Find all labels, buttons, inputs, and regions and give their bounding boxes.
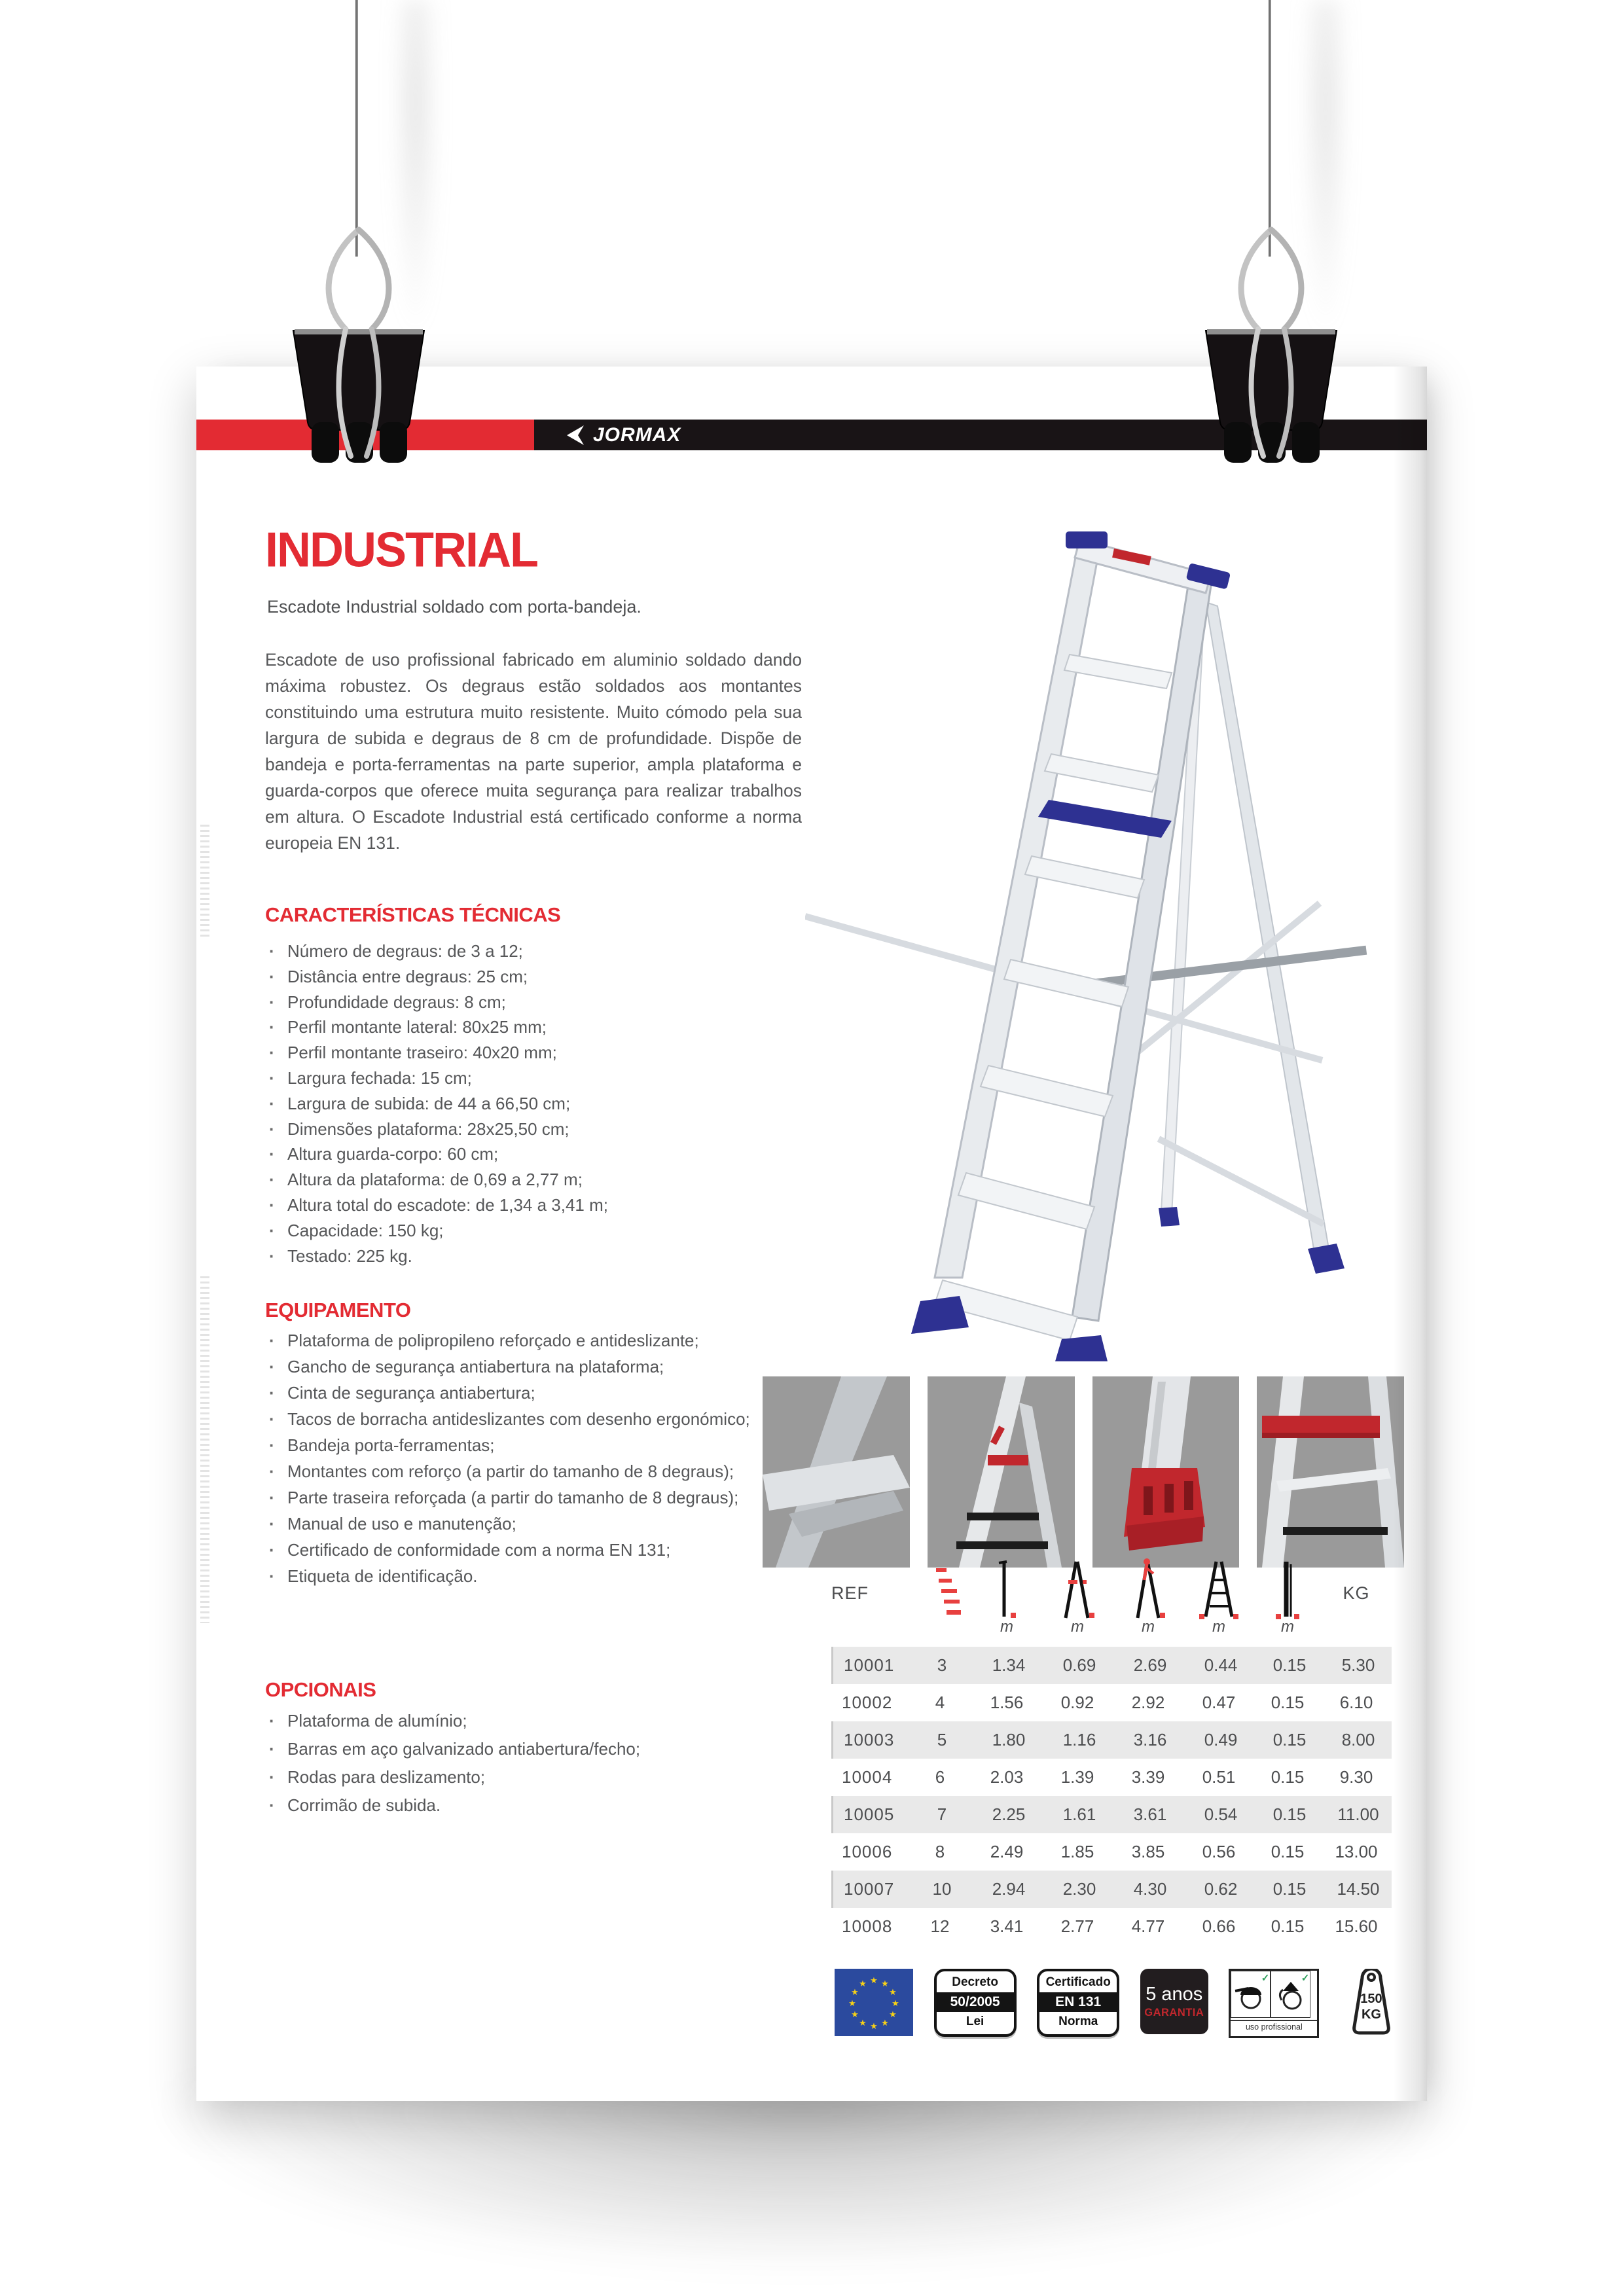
list-item: · Distância entre degraus: 25 cm; [265, 964, 782, 990]
unit-label: m [1071, 1618, 1084, 1636]
kg-header: KG [1343, 1583, 1370, 1603]
cell-open-width: 0.62 [1204, 1879, 1238, 1899]
table-row [831, 1871, 1392, 1908]
cell-working-height: 2.92 [1131, 1693, 1165, 1712]
thumb-safety-strap [928, 1376, 1075, 1568]
cell-total-height: 2.94 [992, 1879, 1026, 1899]
section-heading-opcionais: OPCIONAIS [265, 1678, 376, 1701]
cell-platform-height: 2.30 [1062, 1879, 1096, 1899]
cell-closed-width: 0.15 [1272, 1879, 1307, 1899]
side-print-marks [200, 825, 209, 939]
ref-header: REF [831, 1583, 869, 1603]
certification-badges [835, 1969, 1403, 2038]
open-width-icon [1183, 1560, 1254, 1621]
cell-steps: 3 [937, 1655, 947, 1675]
cell-closed-width: 0.15 [1272, 1730, 1307, 1749]
cell-open-width: 0.49 [1204, 1730, 1238, 1749]
cell-platform-height: 2.77 [1060, 1916, 1094, 1936]
list-item: · Altura guarda-corpo: 60 cm; [265, 1141, 782, 1167]
cell-steps: 12 [930, 1916, 950, 1936]
badge-label: Certificado [1045, 1975, 1111, 1989]
cell-platform-height: 0.92 [1060, 1693, 1094, 1712]
table-row [831, 1684, 1392, 1721]
list-item: · Bandeja porta-ferramentas; [265, 1432, 782, 1458]
opcionais-list [265, 1707, 782, 1820]
list-item: · Largura de subida: de 44 a 66,50 cm; [265, 1091, 782, 1117]
cell-closed-width: 0.15 [1271, 1693, 1305, 1712]
list-item: · Testado: 225 kg. [265, 1244, 782, 1269]
thumb-welded-step [763, 1376, 910, 1568]
cell-open-width: 0.56 [1202, 1842, 1236, 1861]
tecnicas-list [265, 939, 782, 1268]
page-title: INDUSTRIAL [265, 523, 537, 578]
table-row [831, 1796, 1392, 1833]
svg-text:★: ★ [859, 1979, 867, 1989]
professional-use-badge [1229, 1969, 1319, 2038]
cell-ref: 10006 [842, 1842, 893, 1861]
cell-working-height: 2.69 [1133, 1655, 1167, 1675]
cell-steps: 5 [937, 1730, 947, 1749]
list-item: · Profundidade degraus: 8 cm; [265, 990, 782, 1015]
cell-open-width: 0.44 [1204, 1655, 1238, 1675]
svg-text:★: ★ [892, 1999, 899, 2009]
cell-platform-height: 1.85 [1060, 1842, 1094, 1861]
table-header [831, 1558, 1392, 1618]
unit-label: m [1000, 1618, 1013, 1636]
cell-total-height: 2.25 [992, 1804, 1026, 1824]
total-height-icon [971, 1560, 1042, 1621]
cell-closed-width: 0.15 [1271, 1916, 1305, 1936]
cell-steps: 4 [935, 1693, 945, 1712]
brand-logo [564, 424, 681, 446]
badge-label: Norma [1058, 2015, 1098, 2028]
svg-text:★: ★ [848, 1999, 856, 2009]
svg-text:★: ★ [881, 2018, 889, 2028]
page-subtitle: Escadote Industrial soldado com porta-bandeja. [267, 597, 641, 617]
brand-name: JORMAX [593, 423, 681, 446]
eu-flag-icon [835, 1969, 913, 2036]
cell-working-height: 3.61 [1133, 1804, 1167, 1824]
list-item: · Manual de uso e manutenção; [265, 1511, 782, 1537]
certificado-en131-badge [1037, 1969, 1119, 2037]
badge-value: 50/2005 [937, 1992, 1014, 2012]
list-item: · Barras em aço galvanizado antiabertura/fecho; [265, 1735, 782, 1763]
list-item: · Perfil montante lateral: 80x25 mm; [265, 1014, 782, 1040]
svg-text:★: ★ [889, 2010, 897, 2020]
list-item: · Dimensões plataforma: 28x25,50 cm; [265, 1117, 782, 1142]
helmet-hand-pictogram [1271, 1971, 1310, 2018]
ladder-illustration [805, 497, 1427, 1361]
list-item: · Etiqueta de identificação. [265, 1563, 782, 1589]
cell-steps: 8 [935, 1842, 945, 1861]
cell-working-height: 3.16 [1133, 1730, 1167, 1749]
cell-kg: 6.10 [1339, 1693, 1373, 1712]
list-item: · Montantes com reforço (a partir do tamanho de 8 degraus); [265, 1458, 782, 1484]
cell-working-height: 3.39 [1131, 1767, 1165, 1787]
helmet-user-pictogram [1231, 1971, 1271, 2018]
svg-text:★: ★ [870, 1976, 878, 1986]
check-icon: ✓ [1261, 1973, 1270, 1984]
warranty-badge [1140, 1969, 1208, 2034]
section-heading-tecnicas: CARACTERÍSTICAS TÉCNICAS [265, 903, 561, 926]
platform-height-icon [1042, 1560, 1113, 1621]
unit-row [831, 1618, 1392, 1647]
cell-kg: 14.50 [1337, 1879, 1380, 1899]
list-item: · Largura fechada: 15 cm; [265, 1066, 782, 1091]
cell-kg: 13.00 [1335, 1842, 1378, 1861]
detail-thumbnails [763, 1376, 1404, 1568]
cell-platform-height: 1.61 [1062, 1804, 1096, 1824]
svg-text:★: ★ [889, 1988, 897, 1998]
svg-text:★: ★ [851, 2010, 859, 2020]
cell-steps: 6 [935, 1767, 945, 1787]
binder-clip-right [1193, 226, 1350, 468]
cell-ref: 10002 [842, 1693, 893, 1712]
list-item: · Número de degraus: de 3 a 12; [265, 939, 782, 964]
list-item: · Corrimão de subida. [265, 1791, 782, 1820]
poster-drop-shadow [137, 2081, 1466, 2278]
page-fold-shadow [1393, 367, 1427, 2101]
cell-open-width: 0.66 [1202, 1916, 1236, 1936]
list-item: · Parte traseira reforçada (a partir do tamanho de 8 degraus); [265, 1484, 782, 1511]
svg-text:★: ★ [870, 2022, 878, 2032]
closed-width-icon [1254, 1560, 1321, 1621]
cell-kg: 9.30 [1339, 1767, 1373, 1787]
list-item: · Perfil montante traseiro: 40x20 mm; [265, 1040, 782, 1066]
cell-total-height: 1.34 [992, 1655, 1026, 1675]
side-print-marks [200, 1276, 209, 1623]
cell-closed-width: 0.15 [1271, 1842, 1305, 1861]
cell-platform-height: 0.69 [1062, 1655, 1096, 1675]
cell-total-height: 3.41 [990, 1916, 1024, 1936]
unit-label: m [1281, 1618, 1294, 1636]
list-item: · Certificado de conformidade com a norma EN 131; [265, 1537, 782, 1563]
cell-steps: 7 [937, 1804, 947, 1824]
cell-open-width: 0.51 [1202, 1767, 1236, 1787]
warranty-years: 5 anos [1146, 1984, 1203, 2005]
badge-value: EN 131 [1039, 1992, 1117, 2012]
cell-total-height: 1.80 [992, 1730, 1026, 1749]
table-row [831, 1833, 1392, 1871]
cell-ref: 10001 [844, 1655, 895, 1675]
svg-text:★: ★ [859, 2018, 867, 2028]
max-load-unit: KG [1361, 2007, 1381, 2022]
spec-table [831, 1558, 1392, 1945]
list-item: · Altura total do escadote: de 1,34 a 3,41 m; [265, 1193, 782, 1218]
max-load-value: 150 [1360, 1992, 1382, 2006]
intro-paragraph: Escadote de uso profissional fabricado em aluminio soldado dando máxima robustez. Os degraus estão soldados aos montantes constituindo uma estrutura muito resistente. Muito cómodo pela sua largura de subida e degraus de 8 cm de profundidade. Dispõe de bandeja e porta-ferramentas na parte superior, ampla plataforma e guarda-corpos que oferece muita segurança para realizar trabalhos em altura. O Escadote Industrial está certificado conforme a norma europeia EN 131. [265, 650, 802, 853]
cell-ref: 10008 [842, 1916, 893, 1936]
product-sheet [196, 367, 1427, 2101]
professional-use-label: uso profissional [1231, 2020, 1317, 2034]
cell-total-height: 1.56 [990, 1693, 1024, 1712]
working-height-icon [1113, 1558, 1183, 1621]
cell-platform-height: 1.16 [1062, 1730, 1096, 1749]
section-heading-equipamento: EQUIPAMENTO [265, 1299, 411, 1321]
cell-steps: 10 [932, 1879, 952, 1899]
steps-count-icon [909, 1564, 971, 1621]
cell-ref: 10004 [842, 1767, 893, 1787]
unit-label: m [1212, 1618, 1225, 1636]
cell-ref: 10007 [844, 1879, 895, 1899]
warranty-label: GARANTIA [1144, 2007, 1204, 2018]
cell-working-height: 4.30 [1133, 1879, 1167, 1899]
cell-total-height: 2.03 [990, 1767, 1024, 1787]
table-row [831, 1647, 1392, 1684]
check-icon: ✓ [1301, 1973, 1310, 1984]
svg-text:★: ★ [881, 1979, 889, 1989]
badge-label: Decreto [952, 1975, 998, 1989]
list-item: · Plataforma de alumínio; [265, 1707, 782, 1735]
list-item: · Rodas para deslizamento; [265, 1763, 782, 1791]
cell-kg: 15.60 [1335, 1916, 1378, 1936]
list-item: · Gancho de segurança antiabertura na plataforma; [265, 1354, 782, 1380]
cell-kg: 8.00 [1341, 1730, 1375, 1749]
cell-kg: 11.00 [1337, 1804, 1379, 1824]
cell-ref: 10003 [844, 1730, 895, 1749]
badge-label: Lei [965, 2015, 984, 2028]
list-item: · Cinta de segurança antiabertura; [265, 1380, 782, 1406]
table-row [831, 1908, 1392, 1945]
list-item: · Altura da plataforma: de 0,69 a 2,77 m; [265, 1167, 782, 1193]
cell-kg: 5.30 [1341, 1655, 1375, 1675]
cell-closed-width: 0.15 [1271, 1767, 1305, 1787]
list-item: · Plataforma de polipropileno reforçado e antideslizante; [265, 1327, 782, 1354]
cell-closed-width: 0.15 [1272, 1655, 1307, 1675]
jormax-arrow-icon [564, 424, 586, 446]
list-item: · Tacos de borracha antideslizantes com desenho ergonómico; [265, 1406, 782, 1432]
thumb-tool-tray [1257, 1376, 1404, 1568]
svg-text:★: ★ [851, 1988, 859, 1998]
cell-ref: 10005 [844, 1804, 895, 1824]
cell-open-width: 0.54 [1204, 1804, 1238, 1824]
equipamento-list [265, 1327, 782, 1589]
cell-working-height: 3.85 [1131, 1842, 1165, 1861]
decreto-badge [934, 1969, 1017, 2037]
cell-total-height: 2.49 [990, 1842, 1024, 1861]
unit-label: m [1142, 1618, 1155, 1636]
cell-open-width: 0.47 [1202, 1693, 1236, 1712]
table-row [831, 1759, 1392, 1796]
binder-clip-left [280, 226, 437, 468]
hanging-string-right [1269, 0, 1271, 257]
hanging-string-left [355, 0, 358, 257]
thumb-rubber-foot [1092, 1376, 1240, 1568]
table-row [831, 1721, 1392, 1759]
product-photo-ladder [805, 497, 1427, 1361]
cell-platform-height: 1.39 [1060, 1767, 1094, 1787]
cell-closed-width: 0.15 [1272, 1804, 1307, 1824]
cell-working-height: 4.77 [1131, 1916, 1165, 1936]
list-item: · Capacidade: 150 kg; [265, 1218, 782, 1244]
